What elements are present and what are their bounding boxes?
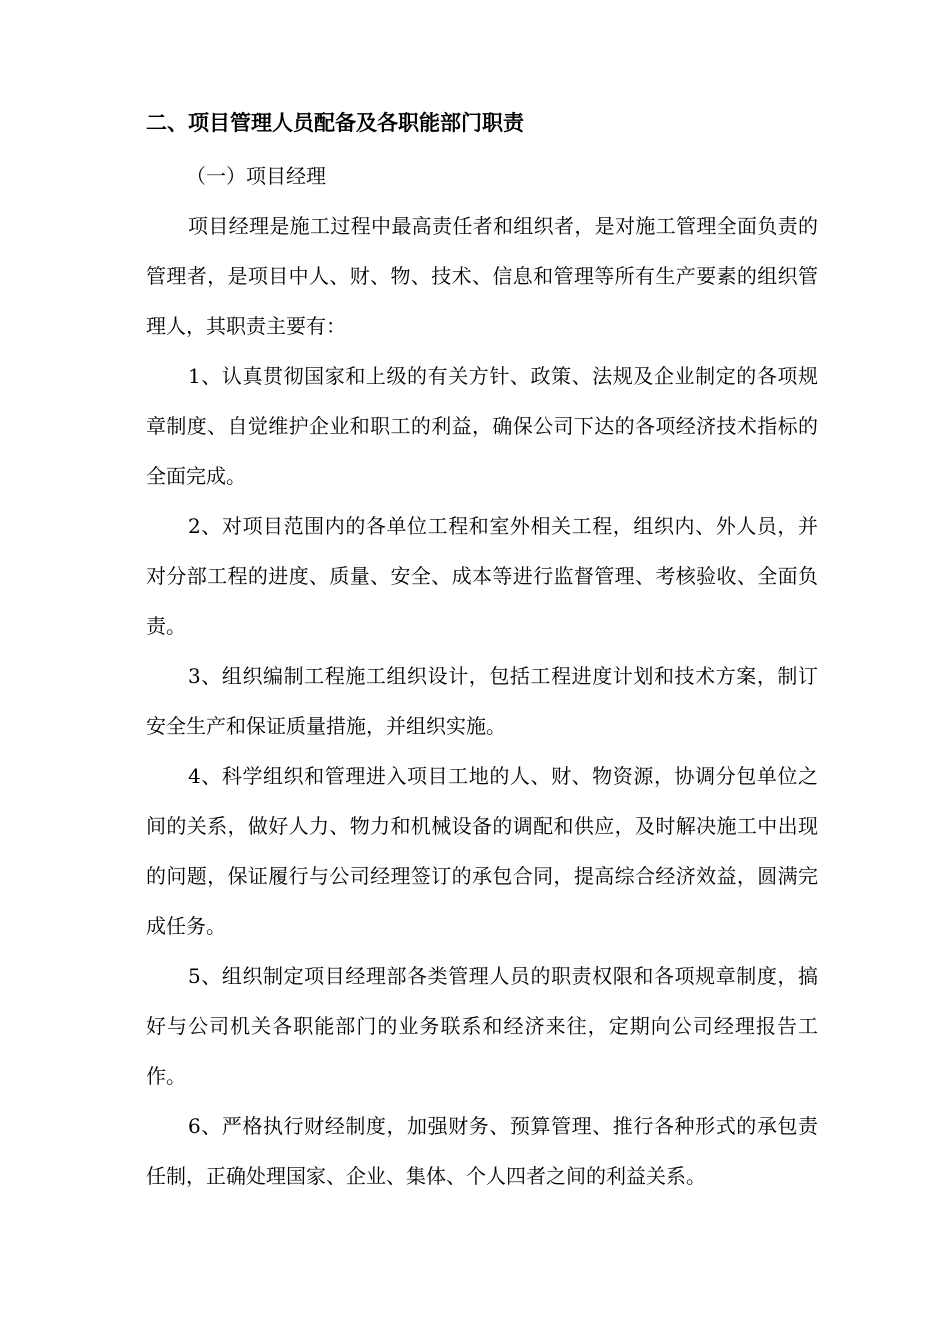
- intro-paragraph: 项目经理是施工过程中最高责任者和组织者，是对施工管理全面负责的管理者，是项目中人、财、物、技术、信息和管理等所有生产要素的组织管理人，其职责主要有：: [146, 214, 818, 338]
- duty-item-2: 2、对项目范围内的各单位工程和室外相关工程，组织内、外人员，并对分部工程的进度、质量、安全、成本等进行监督管理、考核验收、全面负责。: [146, 514, 818, 638]
- duty-item-5: 5、组织制定项目经理部各类管理人员的职责权限和各项规章制度，搞好与公司机关各职能部门的业务联系和经济来往，定期向公司经理报告工作。: [146, 964, 818, 1088]
- duty-item-3: 3、组织编制工程施工组织设计，包括工程进度计划和技术方案，制订安全生产和保证质量措施，并组织实施。: [146, 664, 818, 738]
- duty-item-4: 4、科学组织和管理进入项目工地的人、财、物资源，协调分包单位之间的关系，做好人力、物力和机械设备的调配和供应，及时解决施工中出现的问题，保证履行与公司经理签订的承包合同，提高综合经济效益，圆满完成任务。: [146, 764, 818, 938]
- section-heading: 二、项目管理人员配备及各职能部门职责: [146, 111, 524, 135]
- duty-item-1: 1、认真贯彻国家和上级的有关方针、政策、法规及企业制定的各项规章制度、自觉维护企业和职工的利益，确保公司下达的各项经济技术指标的全面完成。: [146, 364, 818, 488]
- document-page: [146, 101, 818, 1201]
- duty-item-6: 6、严格执行财经制度，加强财务、预算管理、推行各种形式的承包责任制，正确处理国家、企业、集体、个人四者之间的利益关系。: [146, 1114, 818, 1188]
- subsection-heading: （一）项目经理: [186, 164, 326, 188]
